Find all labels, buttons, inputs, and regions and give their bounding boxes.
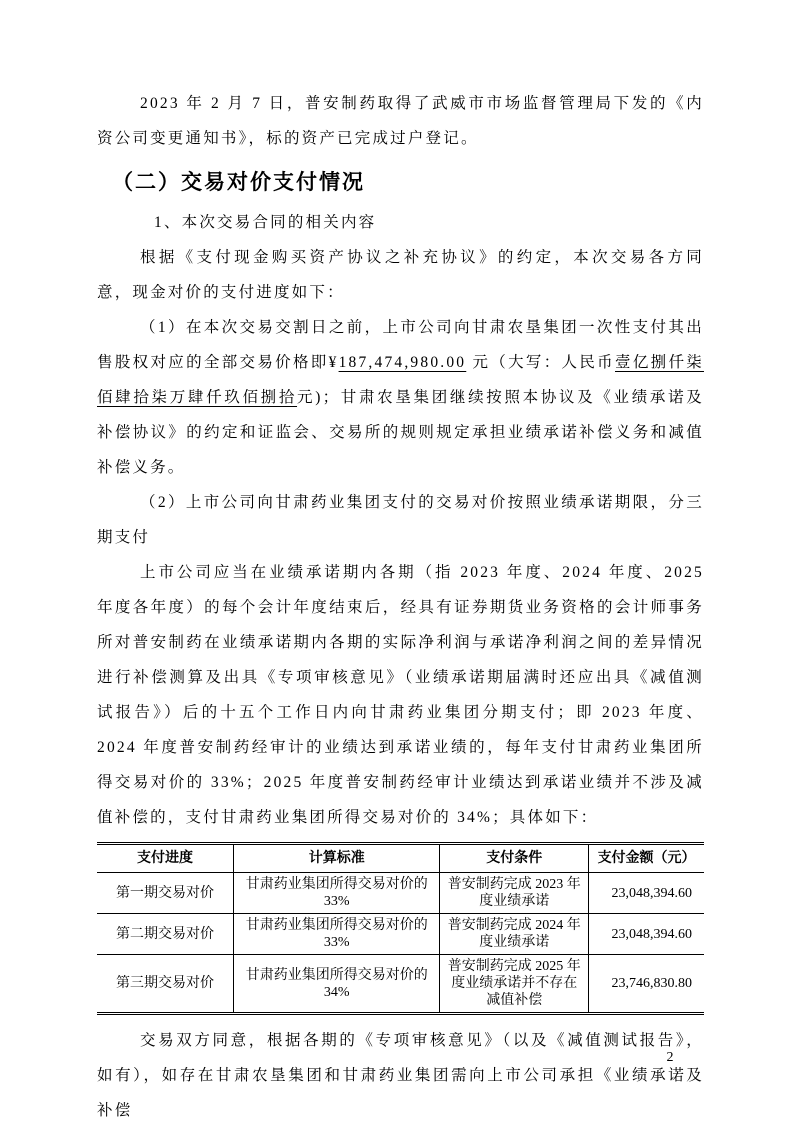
cell-condition: 普安制药完成 2023 年度业绩承诺 <box>440 873 589 914</box>
table-header-row <box>97 844 704 873</box>
cell-condition: 普安制药完成 2024 年度业绩承诺 <box>440 914 589 955</box>
cell-amount: 23,048,394.60 <box>589 914 704 955</box>
item1-amount-figure: 187,474,980.00 <box>338 354 467 371</box>
table-row-stage2 <box>97 914 704 955</box>
cell-amount: 23,048,394.60 <box>589 873 704 914</box>
cell-stage: 第一期交易对价 <box>97 873 234 914</box>
paragraph-payment-detail: 上市公司应当在业绩承诺期内各期（指 2023 年度、2024 年度、2025 年度各年度）的每个会计年度结束后，经具有证券期货业务资格的会计师事务所对普安制药在业绩承诺期内各期的实际净利润与承诺净利润之间的差异情况进行补偿测算及出具《专项审核意见》（业绩承诺期届满时还应出具《减值测试报告》）后的十五个工作日内向甘肃药业集团分期支付；即 2023 年度、2024 年度普安制药经审计的业绩达到承诺业绩的，每年支付甘肃药业集团所得交易对价的 33%；2025 年度普安制药经审计业绩达到承诺业绩并不涉及减值补偿的，支付甘肃药业集团所得交易对价的 34%；具体如下： <box>97 564 704 826</box>
section-heading: （二）交易对价支付情况 <box>112 171 365 194</box>
subsection-heading: 1、本次交易合同的相关内容 <box>154 214 377 231</box>
paragraph-item1-payment <box>97 310 704 485</box>
col-header-calculation-standard: 计算标准 <box>234 844 440 873</box>
item1-text-mid: 元（大写：人民币 <box>466 354 615 371</box>
cell-standard: 甘肃药业集团所得交易对价的33% <box>234 873 440 914</box>
cell-amount: 23,746,830.80 <box>589 955 704 1014</box>
cell-stage: 第三期交易对价 <box>116 976 215 991</box>
paragraph-closing: 交易双方同意，根据各期的《专项审核意见》（以及《减值测试报告》，如有），如存在甘肃农垦集团和甘肃药业集团需向上市公司承担《业绩承诺及补偿 <box>97 1032 704 1119</box>
paragraph-agreement-basis: 根据《支付现金购买资产协议之补充协议》的约定，本次交易各方同意，现金对价的支付进度如下： <box>97 249 704 301</box>
payment-schedule-table <box>97 842 704 1015</box>
col-header-payment-amount: 支付金额（元） <box>589 844 704 873</box>
table-row-stage3 <box>97 955 704 1014</box>
cell-stage: 第二期交易对价 <box>97 914 234 955</box>
item1-text-pre: （1）在本次交易交割日之前，上市公司向甘肃农垦集团一次性支付其出售股权对应的全部交易价格即¥ <box>97 319 704 371</box>
cell-standard: 甘肃药业集团所得交易对价的33% <box>234 914 440 955</box>
paragraph-item2-installments: （2）上市公司向甘肃药业集团支付的交易对价按照业绩承诺期限，分三期支付 <box>97 494 704 546</box>
item1-text-post: 元)；甘肃农垦集团继续按照本协议及《业绩承诺及补偿协议》的约定和证监会、交易所的规则规定承担业绩承诺补偿义务和减值补偿义务。 <box>97 389 705 476</box>
table-row-stage1 <box>97 873 704 914</box>
col-header-payment-stage: 支付进度 <box>97 844 234 873</box>
page-content <box>97 86 704 1122</box>
paragraph-registration-complete: 2023 年 2 月 7 日，普安制药取得了武威市市场监督管理局下发的《内资公司变更通知书》，标的资产已完成过户登记。 <box>97 95 704 147</box>
item1-amount-words: 壹亿捌仟柒佰肆拾柒万肆仟玖佰捌拾 <box>97 354 704 406</box>
cell-standard: 甘肃药业集团所得交易对价的34% <box>234 955 440 1014</box>
col-header-payment-condition: 支付条件 <box>440 844 589 873</box>
page-number: 2 <box>666 1050 674 1065</box>
cell-condition: 普安制药完成 2025 年度业绩承诺并不存在减值补偿 <box>440 955 589 1014</box>
